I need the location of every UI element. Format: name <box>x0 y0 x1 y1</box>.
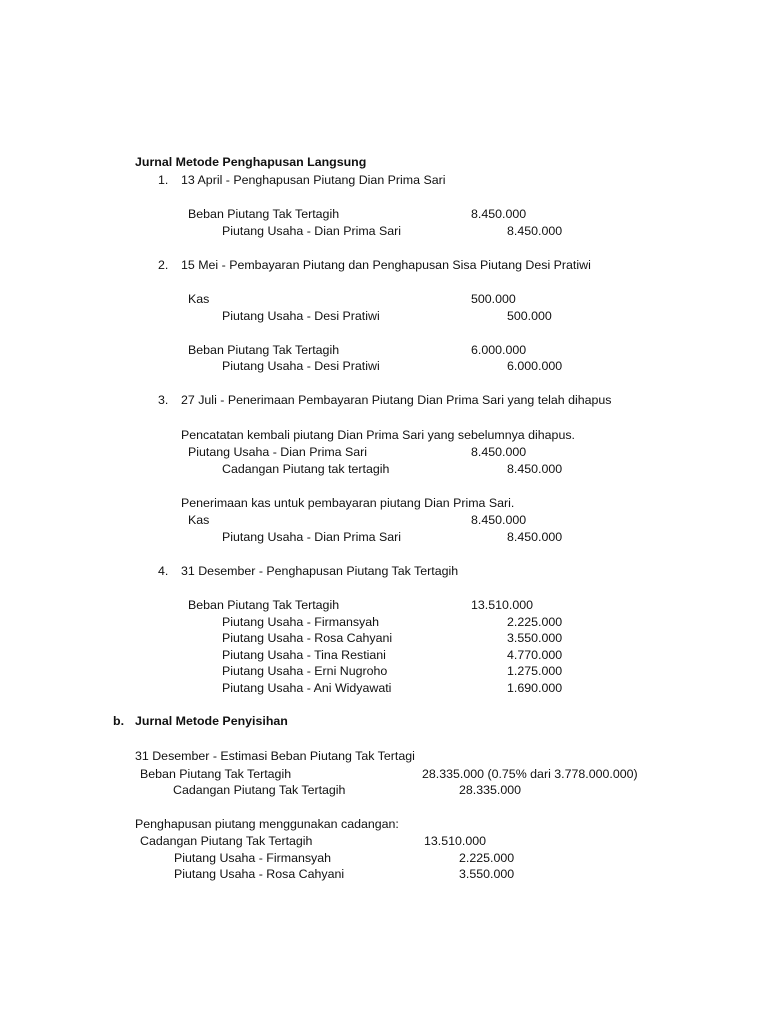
item-4-credit-amount: 2.225.000 <box>507 615 563 629</box>
item-3-heading: 27 Juli - Penerimaan Pembayaran Piutang Dian Prima Sari yang telah dihapus <box>181 393 612 407</box>
section-b-title: Jurnal Metode Penyisihan <box>135 714 288 728</box>
item-3-entry-1-debit-account: Piutang Usaha - Dian Prima Sari <box>188 445 368 459</box>
estimate-debit-amount: 28.335.000 (0.75% dari 3.778.000.000) <box>422 767 638 781</box>
item-3-number: 3. <box>158 393 169 407</box>
item-2-entry-2-credit-account: Piutang Usaha - Desi Pratiwi <box>222 359 380 373</box>
item-3-entry-2-credit-amount: 8.450.000 <box>507 530 563 544</box>
estimate-debit-account: Beban Piutang Tak Tertagih <box>140 767 292 781</box>
item-2-entry-1-debit-amount: 500.000 <box>471 292 516 306</box>
item-4-credit-account: Piutang Usaha - Firmansyah <box>222 615 380 629</box>
item-2-entry-2-credit-amount: 6.000.000 <box>507 359 563 373</box>
item-4-number: 4. <box>158 564 169 578</box>
item-4-credit-amount: 1.690.000 <box>507 681 563 695</box>
estimate-heading: 31 Desember - Estimasi Beban Piutang Tak Tertagi <box>135 749 415 763</box>
item-2-entry-1-credit-amount: 500.000 <box>507 309 552 323</box>
estimate-credit-account: Cadangan Piutang Tak Tertagih <box>173 783 346 797</box>
item-4-credit-amount: 4.770.000 <box>507 648 563 662</box>
item-2-heading: 15 Mei - Pembayaran Piutang dan Penghapusan Sisa Piutang Desi Pratiwi <box>181 258 591 272</box>
item-2-entry-2-debit-amount: 6.000.000 <box>471 343 527 357</box>
estimate-credit-amount: 28.335.000 <box>459 783 522 797</box>
section-a-title: Jurnal Metode Penghapusan Langsung <box>135 155 367 169</box>
item-3-note-1: Pencatatan kembali piutang Dian Prima Sari yang sebelumnya dihapus. <box>181 428 575 442</box>
item-4-debit-amount: 13.510.000 <box>471 598 534 612</box>
item-4-credit-account: Piutang Usaha - Erni Nugroho <box>222 664 388 678</box>
item-3-entry-2-credit-account: Piutang Usaha - Dian Prima Sari <box>222 530 402 544</box>
writeoff-credit-account: Piutang Usaha - Rosa Cahyani <box>174 867 345 881</box>
item-3-entry-1-credit-amount: 8.450.000 <box>507 462 563 476</box>
item-2-number: 2. <box>158 258 169 272</box>
item-1-number: 1. <box>158 173 169 187</box>
item-2-entry-1-debit-account: Kas <box>188 292 210 306</box>
item-3-note-2: Penerimaan kas untuk pembayaran piutang Dian Prima Sari. <box>181 496 515 510</box>
item-4-credit-account: Piutang Usaha - Ani Widyawati <box>222 681 392 695</box>
item-1-credit-account: Piutang Usaha - Dian Prima Sari <box>222 224 402 238</box>
item-1-debit-amount: 8.450.000 <box>471 207 527 221</box>
item-2-entry-1-credit-account: Piutang Usaha - Desi Pratiwi <box>222 309 380 323</box>
item-4-credit-account: Piutang Usaha - Tina Restiani <box>222 648 386 662</box>
writeoff-credit-amount: 2.225.000 <box>459 851 515 865</box>
writeoff-heading: Penghapusan piutang menggunakan cadangan: <box>135 817 399 831</box>
item-2-entry-2-debit-account: Beban Piutang Tak Tertagih <box>188 343 340 357</box>
item-3-entry-2-debit-amount: 8.450.000 <box>471 513 527 527</box>
item-4-credit-amount: 1.275.000 <box>507 664 563 678</box>
item-1-heading: 13 April - Penghapusan Piutang Dian Prima Sari <box>181 173 446 187</box>
item-4-heading: 31 Desember - Penghapusan Piutang Tak Tertagih <box>181 564 459 578</box>
item-3-entry-2-debit-account: Kas <box>188 513 210 527</box>
item-4-credit-account: Piutang Usaha - Rosa Cahyani <box>222 631 393 645</box>
writeoff-credit-account: Piutang Usaha - Firmansyah <box>174 851 332 865</box>
item-3-entry-1-credit-account: Cadangan Piutang tak tertagih <box>222 462 390 476</box>
writeoff-credit-amount: 3.550.000 <box>459 867 515 881</box>
writeoff-debit-amount: 13.510.000 <box>424 834 487 848</box>
item-4-debit-account: Beban Piutang Tak Tertagih <box>188 598 340 612</box>
item-1-debit-account: Beban Piutang Tak Tertagih <box>188 207 340 221</box>
item-4-credit-amount: 3.550.000 <box>507 631 563 645</box>
item-3-entry-1-debit-amount: 8.450.000 <box>471 445 527 459</box>
item-1-credit-amount: 8.450.000 <box>507 224 563 238</box>
section-b-marker: b. <box>113 714 125 728</box>
writeoff-debit-account: Cadangan Piutang Tak Tertagih <box>140 834 313 848</box>
